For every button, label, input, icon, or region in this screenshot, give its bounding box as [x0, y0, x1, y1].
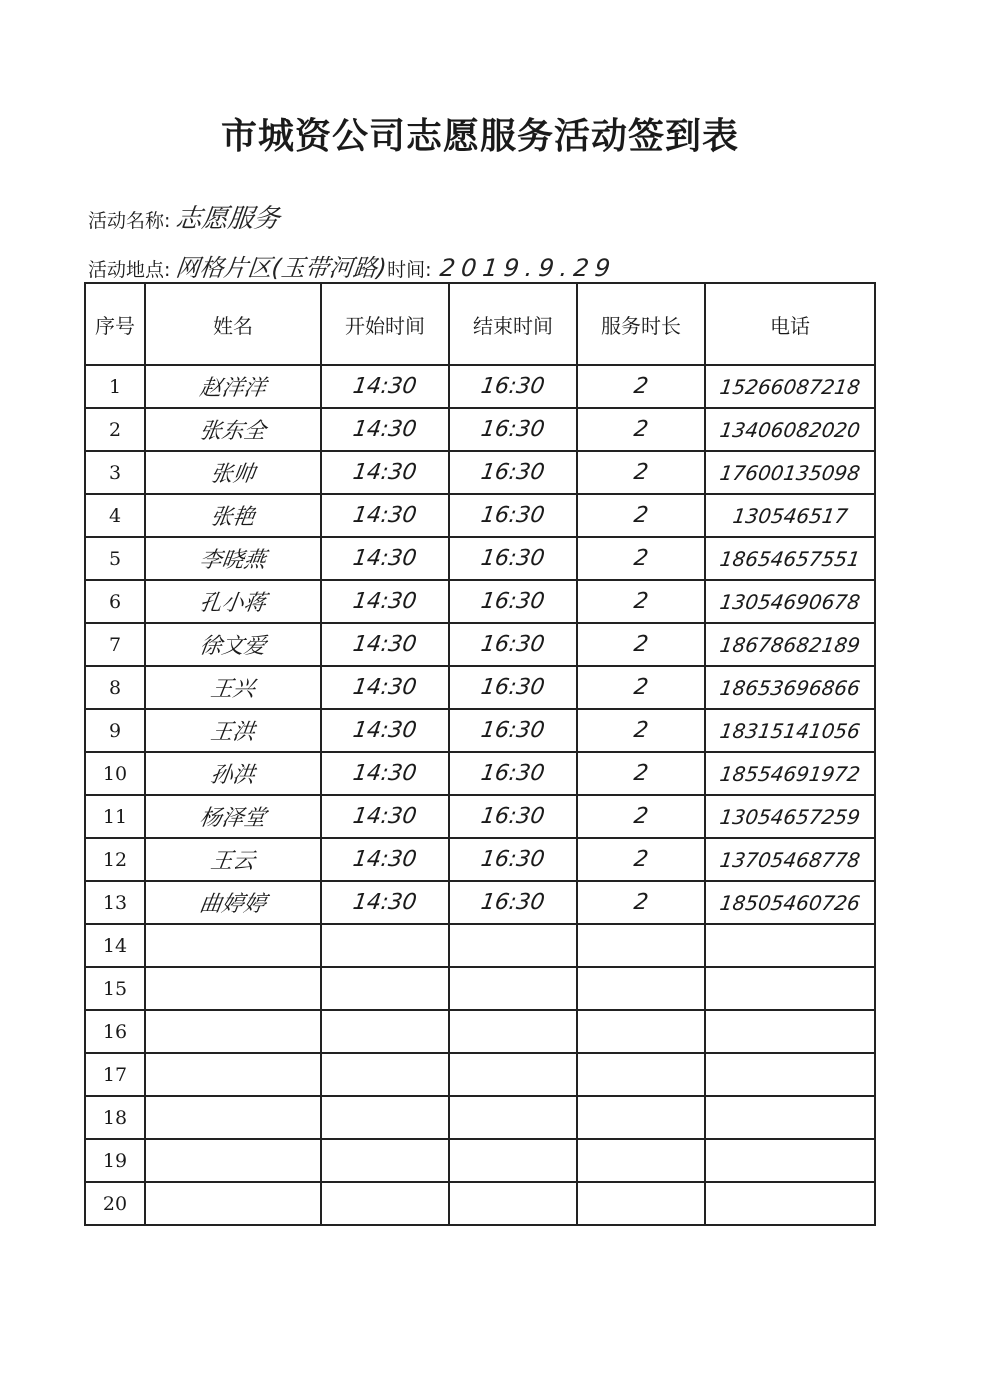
row-duration: [577, 709, 705, 752]
header-end-time: 结束时间: [449, 283, 577, 365]
row-phone-text: 13054657259: [718, 804, 862, 829]
row-end-time-text: 16:30: [479, 804, 547, 829]
row-end-time-text: 16:30: [479, 632, 547, 657]
row-duration: [577, 666, 705, 709]
row-seq: 2: [85, 408, 145, 451]
row-end-time-text: 16:30: [479, 847, 547, 872]
row-duration: [577, 580, 705, 623]
row-duration-text: 2: [632, 460, 650, 485]
table-row: [85, 365, 875, 408]
table-row: [85, 580, 875, 623]
row-end-time: [449, 1053, 577, 1096]
row-duration: [577, 752, 705, 795]
row-name: [145, 623, 321, 666]
row-seq: 14: [85, 924, 145, 967]
table-row: [85, 752, 875, 795]
table-row: [85, 1053, 875, 1096]
table-row: [85, 408, 875, 451]
row-name-text: 孙洪: [208, 763, 257, 788]
row-start-time: [321, 451, 449, 494]
row-name-text: 孔小蒋: [197, 591, 268, 616]
activity-place-line: [88, 248, 616, 283]
row-name: [145, 1096, 321, 1139]
row-duration-text: 2: [632, 718, 650, 743]
row-seq: 15: [85, 967, 145, 1010]
row-end-time: [449, 752, 577, 795]
row-start-time: [321, 924, 449, 967]
row-phone: [705, 666, 875, 709]
row-seq: 19: [85, 1139, 145, 1182]
row-start-time-text: 14:30: [351, 761, 419, 786]
row-name-text: 杨泽堂: [197, 806, 268, 831]
row-end-time: [449, 1010, 577, 1053]
row-duration: [577, 1139, 705, 1182]
row-duration: [577, 408, 705, 451]
row-seq: 11: [85, 795, 145, 838]
header-duration: 服务时长: [577, 283, 705, 365]
row-seq: 6: [85, 580, 145, 623]
row-phone: [705, 580, 875, 623]
row-duration: [577, 494, 705, 537]
row-phone: [705, 924, 875, 967]
header-name: 姓名: [145, 283, 321, 365]
row-end-time-text: 16:30: [479, 890, 547, 915]
row-duration-text: 2: [632, 761, 650, 786]
row-start-time-text: 14:30: [351, 847, 419, 872]
row-name: [145, 580, 321, 623]
row-phone-text: 18653696866: [718, 675, 862, 700]
row-duration-text: 2: [632, 804, 650, 829]
activity-time-label: 时间:: [387, 259, 432, 281]
table-row: [85, 1096, 875, 1139]
row-end-time-text: 16:30: [479, 761, 547, 786]
row-phone-text: 15266087218: [718, 374, 862, 399]
row-start-time: [321, 494, 449, 537]
row-end-time-text: 16:30: [479, 546, 547, 571]
row-phone: [705, 881, 875, 924]
row-end-time-text: 16:30: [479, 589, 547, 614]
row-duration: [577, 623, 705, 666]
row-phone: [705, 1182, 875, 1225]
row-phone-text: 18505460726: [718, 890, 862, 915]
table-row: [85, 623, 875, 666]
row-phone: [705, 795, 875, 838]
row-seq: 8: [85, 666, 145, 709]
row-end-time: [449, 881, 577, 924]
row-phone: [705, 838, 875, 881]
page-title: 市城资公司志愿服务活动签到表: [220, 116, 739, 157]
row-end-time: [449, 1139, 577, 1182]
row-phone: [705, 709, 875, 752]
row-start-time-text: 14:30: [351, 460, 419, 485]
row-end-time: [449, 408, 577, 451]
row-phone: [705, 623, 875, 666]
row-start-time: [321, 1053, 449, 1096]
row-seq: 17: [85, 1053, 145, 1096]
row-name: [145, 795, 321, 838]
row-start-time-text: 14:30: [351, 503, 419, 528]
table-row: [85, 709, 875, 752]
row-name-text: 曲婷婷: [197, 892, 268, 917]
row-seq: 3: [85, 451, 145, 494]
header-seq: 序号: [85, 283, 145, 365]
row-duration-text: 2: [632, 675, 650, 700]
row-name: [145, 881, 321, 924]
row-phone-text: 18654657551: [718, 546, 862, 571]
row-start-time: [321, 967, 449, 1010]
table-row: [85, 666, 875, 709]
row-phone: [705, 967, 875, 1010]
row-duration: [577, 1010, 705, 1053]
row-duration: [577, 795, 705, 838]
row-phone: [705, 1010, 875, 1053]
row-name: [145, 709, 321, 752]
row-duration: [577, 838, 705, 881]
table-row: [85, 1139, 875, 1182]
row-end-time: [449, 795, 577, 838]
row-end-time: [449, 924, 577, 967]
row-phone-text: 18554691972: [718, 761, 862, 786]
row-end-time: [449, 580, 577, 623]
row-duration: [577, 1053, 705, 1096]
row-name: [145, 752, 321, 795]
row-end-time: [449, 709, 577, 752]
row-seq: 10: [85, 752, 145, 795]
row-seq: 18: [85, 1096, 145, 1139]
row-start-time: [321, 709, 449, 752]
row-phone-text: 13406082020: [718, 417, 862, 442]
row-phone: [705, 1053, 875, 1096]
row-phone: [705, 752, 875, 795]
row-duration-text: 2: [632, 417, 650, 442]
row-end-time: [449, 967, 577, 1010]
row-phone: [705, 1096, 875, 1139]
row-end-time-text: 16:30: [479, 503, 547, 528]
row-name-text: 王云: [208, 849, 257, 874]
sign-in-table: [84, 282, 876, 1226]
row-start-time: [321, 795, 449, 838]
table-row: [85, 1182, 875, 1225]
row-duration: [577, 1096, 705, 1139]
row-start-time-text: 14:30: [351, 718, 419, 743]
activity-name-label: 活动名称:: [88, 210, 171, 232]
row-name: [145, 365, 321, 408]
row-phone: [705, 365, 875, 408]
table-row: [85, 1010, 875, 1053]
row-name-text: 赵洋洋: [197, 376, 268, 401]
row-duration: [577, 967, 705, 1010]
row-duration-text: 2: [632, 890, 650, 915]
row-end-time: [449, 838, 577, 881]
activity-time-value: 2019.9.29: [438, 254, 618, 282]
row-name: [145, 408, 321, 451]
row-start-time: [321, 1010, 449, 1053]
row-start-time: [321, 666, 449, 709]
row-end-time: [449, 537, 577, 580]
row-duration-text: 2: [632, 503, 650, 528]
row-start-time: [321, 623, 449, 666]
table-row: [85, 494, 875, 537]
row-name: [145, 494, 321, 537]
row-phone: [705, 537, 875, 580]
row-end-time-text: 16:30: [479, 460, 547, 485]
row-seq: 7: [85, 623, 145, 666]
row-start-time-text: 14:30: [351, 374, 419, 399]
row-end-time: [449, 623, 577, 666]
row-name-text: 徐文爱: [197, 634, 268, 659]
row-start-time: [321, 1182, 449, 1225]
row-end-time: [449, 365, 577, 408]
row-name: [145, 666, 321, 709]
row-start-time: [321, 1096, 449, 1139]
row-start-time: [321, 838, 449, 881]
row-seq: 9: [85, 709, 145, 752]
row-phone: [705, 451, 875, 494]
row-end-time: [449, 494, 577, 537]
row-phone-text: 130546517: [731, 503, 849, 528]
row-name: [145, 1139, 321, 1182]
row-duration-text: 2: [632, 546, 650, 571]
row-phone: [705, 494, 875, 537]
row-seq: 20: [85, 1182, 145, 1225]
row-duration: [577, 1182, 705, 1225]
row-name: [145, 838, 321, 881]
row-name: [145, 924, 321, 967]
row-start-time-text: 14:30: [351, 546, 419, 571]
row-start-time: [321, 537, 449, 580]
row-duration-text: 2: [632, 632, 650, 657]
row-duration: [577, 881, 705, 924]
row-seq: 1: [85, 365, 145, 408]
row-name-text: 王兴: [208, 677, 257, 702]
table-row: [85, 838, 875, 881]
row-start-time: [321, 881, 449, 924]
activity-place-value: 网格片区(玉带河路): [174, 254, 389, 282]
table-row: [85, 881, 875, 924]
row-start-time-text: 14:30: [351, 632, 419, 657]
row-seq: 16: [85, 1010, 145, 1053]
row-seq: 13: [85, 881, 145, 924]
table-row: [85, 795, 875, 838]
table-row: [85, 451, 875, 494]
row-duration-text: 2: [632, 847, 650, 872]
table-row: [85, 967, 875, 1010]
activity-name-value: 志愿服务: [174, 204, 282, 234]
row-duration: [577, 365, 705, 408]
row-name: [145, 1010, 321, 1053]
row-end-time: [449, 1096, 577, 1139]
row-phone-text: 13054690678: [718, 589, 862, 614]
row-phone-text: 18315141056: [718, 718, 862, 743]
row-end-time-text: 16:30: [479, 675, 547, 700]
row-name-text: 张帅: [208, 462, 257, 487]
row-start-time: [321, 1139, 449, 1182]
row-name: [145, 1053, 321, 1096]
row-start-time: [321, 365, 449, 408]
row-start-time: [321, 580, 449, 623]
row-duration-text: 2: [632, 374, 650, 399]
row-seq: 12: [85, 838, 145, 881]
row-start-time-text: 14:30: [351, 675, 419, 700]
table-header-row: [85, 283, 875, 365]
row-end-time: [449, 666, 577, 709]
row-phone-text: 13705468778: [718, 847, 862, 872]
row-end-time-text: 16:30: [479, 718, 547, 743]
row-duration: [577, 924, 705, 967]
header-start-time: 开始时间: [321, 283, 449, 365]
row-name: [145, 1182, 321, 1225]
row-phone: [705, 408, 875, 451]
row-name-text: 张东全: [197, 419, 268, 444]
row-start-time-text: 14:30: [351, 589, 419, 614]
header-phone: 电话: [705, 283, 875, 365]
row-start-time-text: 14:30: [351, 890, 419, 915]
row-duration: [577, 451, 705, 494]
row-phone-text: 18678682189: [718, 632, 862, 657]
row-start-time: [321, 752, 449, 795]
row-name-text: 张艳: [208, 505, 257, 530]
row-end-time: [449, 1182, 577, 1225]
row-phone: [705, 1139, 875, 1182]
row-phone-text: 17600135098: [718, 460, 862, 485]
row-name-text: 李晓燕: [197, 548, 268, 573]
row-start-time-text: 14:30: [351, 804, 419, 829]
row-end-time-text: 16:30: [479, 417, 547, 442]
activity-name-line: [88, 198, 280, 235]
table-row: [85, 924, 875, 967]
row-end-time-text: 16:30: [479, 374, 547, 399]
row-duration: [577, 537, 705, 580]
row-name-text: 王洪: [208, 720, 257, 745]
row-start-time: [321, 408, 449, 451]
activity-place-label: 活动地点:: [88, 259, 171, 281]
row-seq: 5: [85, 537, 145, 580]
row-name: [145, 537, 321, 580]
row-name: [145, 967, 321, 1010]
row-duration-text: 2: [632, 589, 650, 614]
row-name: [145, 451, 321, 494]
row-end-time: [449, 451, 577, 494]
row-start-time-text: 14:30: [351, 417, 419, 442]
row-seq: 4: [85, 494, 145, 537]
table-row: [85, 537, 875, 580]
